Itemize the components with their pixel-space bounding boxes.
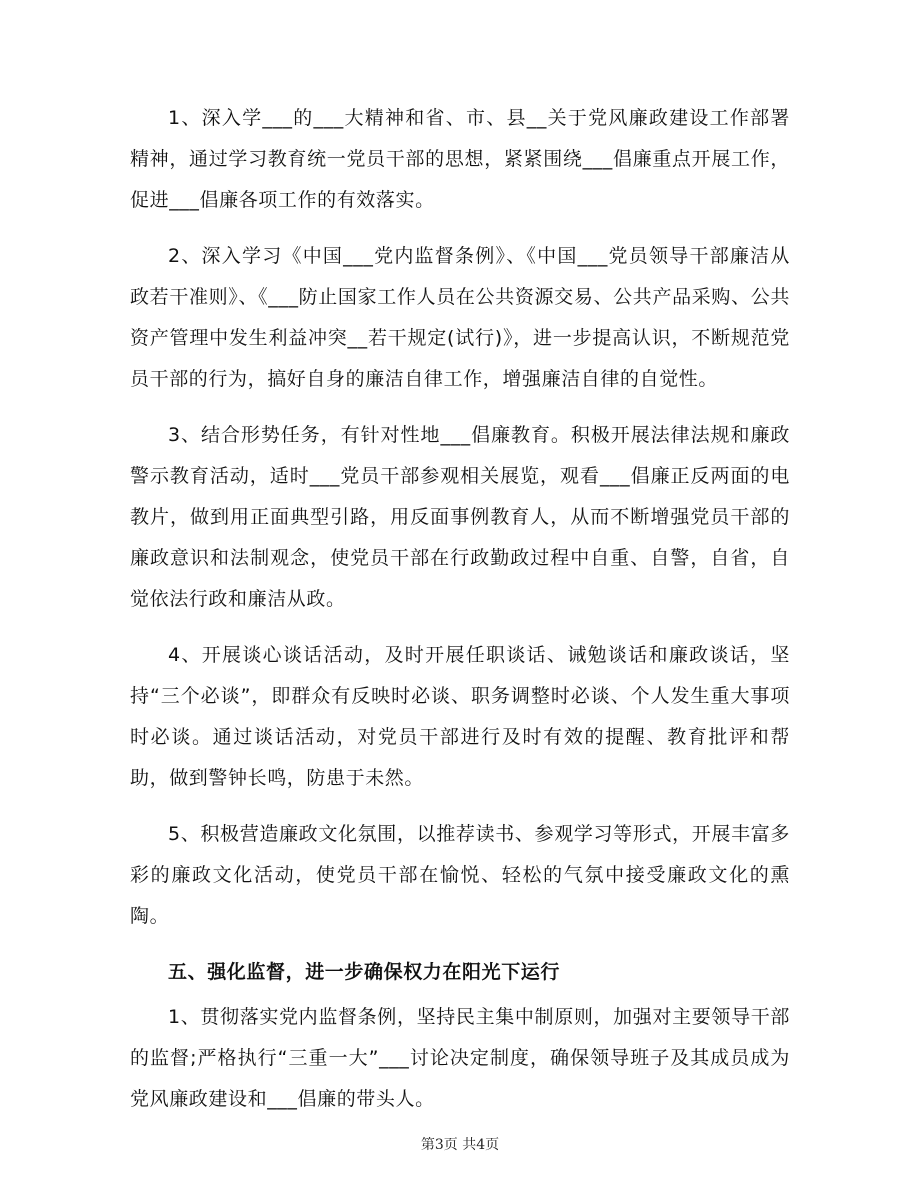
section-paragraph-1: 1、贯彻落实党内监督条例，坚持民主集中制原则，加强对主要领导干部的监督;严格执行“三重一大”___讨论决定制度，确保领导班子及其成员成为党风廉政建设和___倡廉的带头人。 (130, 1006, 790, 1110)
paragraph-5: 5、积极营造廉政文化氛围，以推荐读书、参观学习等形式，开展丰富多彩的廉政文化活动，使党员干部在愉悦、轻松的气氛中接受廉政文化的熏陶。 (130, 823, 790, 927)
paragraph-3: 3、结合形势任务，有针对性地___倡廉教育。积极开展法律法规和廉政警示教育活动，适时___党员干部参观相关展览，观看___倡廉正反两面的电教片，做到用正面典型引路，用反面事例教育人，从而不断增强党员干部的廉政意识和法制观念，使党员干部在行政勤政过程中自重、自警，自省，自觉依法行政和廉洁从政。 (130, 424, 790, 610)
paragraph-1: 1、深入学___的___大精神和省、市、县__关于党风廉政建设工作部署精神，通过学习教育统一党员干部的思想，紧紧围绕___倡廉重点开展工作，促进___倡廉各项工作的有效落实。 (130, 107, 790, 211)
page-footer: 第3页 共4页 (420, 1137, 500, 1153)
section-heading: 五、强化监督，进一步确保权力在阳光下运行 (168, 961, 561, 983)
document-body (130, 98, 790, 1135)
paragraph-2: 2、深入学习《中国___党内监督条例》、《中国___党员领导干部廉洁从政若干准则》、《___防止国家工作人员在公共资源交易、公共产品采购、公共资产管理中发生利益冲突__若干规定(试行)》，进一步提高认识，不断规范党员干部的行为，搞好自身的廉洁自律工作，增强廉洁自律的自觉性。 (130, 245, 790, 390)
paragraph-4: 4、开展谈心谈话活动，及时开展任职谈话、诫勉谈话和廉政谈话，坚持“三个必谈”，即群众有反映时必谈、职务调整时必谈、个人发生重大事项时必谈。通过谈话活动，对党员干部进行及时有效的提醒、教育批评和帮助，做到警钟长鸣，防患于未然。 (130, 644, 790, 789)
